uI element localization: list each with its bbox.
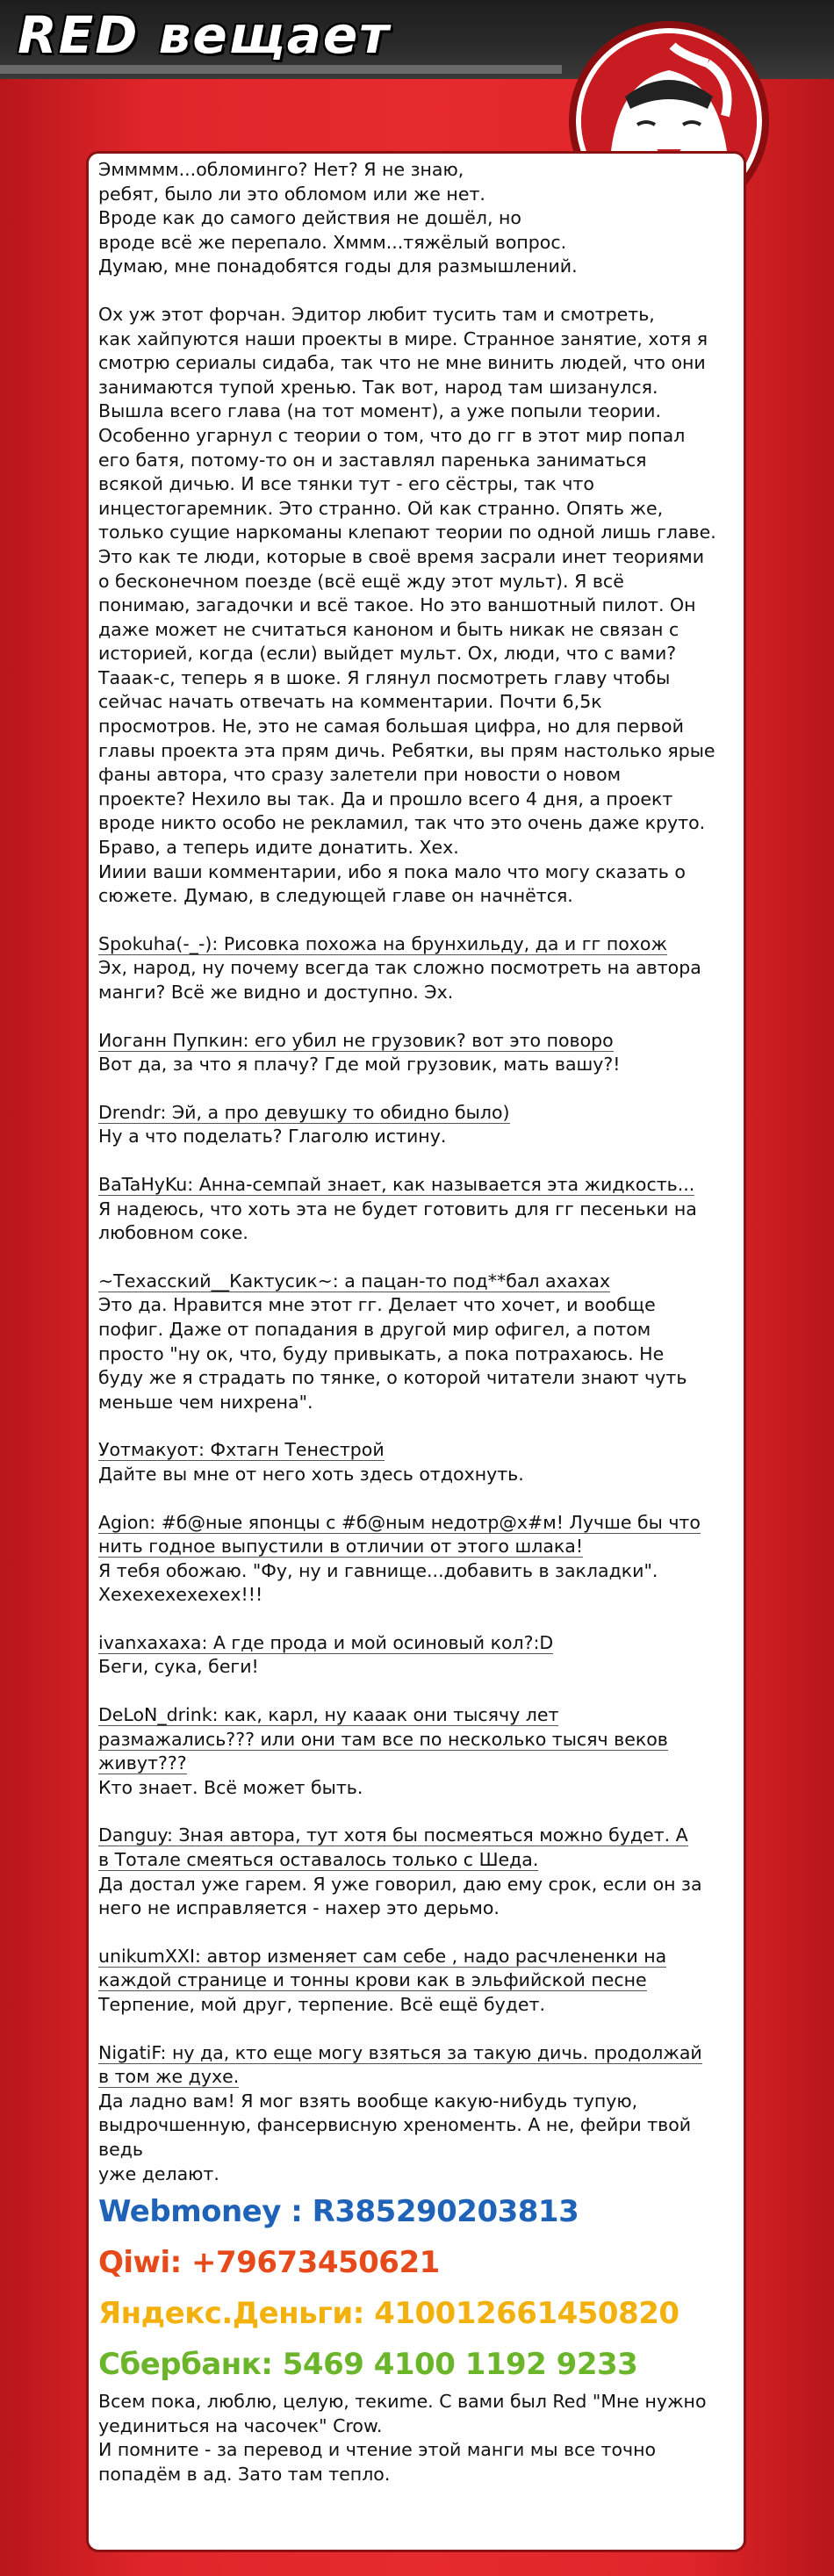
reply-line: любовном соке. xyxy=(98,1222,248,1244)
text-line: историей, когда (если) выйдет мульт. Ох, люди, что с вами? xyxy=(98,643,677,665)
reply-line: Ну а что поделать? Глаголю истину. xyxy=(98,1126,447,1148)
text-line: проекте? Нехило вы так. Да и прошло всего 4 дня, а проект xyxy=(98,788,673,809)
reply-line: Беги, сука, беги! xyxy=(98,1656,259,1678)
header-stripe xyxy=(0,65,562,74)
reply-line: него не исправляется - нахер это дерьмо. xyxy=(98,1897,500,1919)
text-line: занимаются тупой хренью. Так вот, народ там шизанулся. xyxy=(98,376,658,398)
comment-quote: Spokuha(-_-): Рисовка похожа на брунхильду, да и гг похож xyxy=(98,932,667,954)
outro-line: И помните - за перевод и чтение этой манги мы все точно xyxy=(98,2439,657,2461)
comment-quote: нить годное выпустили в отличии от этого шлака! xyxy=(98,1536,584,1558)
text-line: Ииии ваши комментарии, ибо я пока мало что могу сказать о xyxy=(98,860,686,882)
text-line: всякой дичью. И все тянки тут - его сёстры, так что xyxy=(98,473,594,495)
reply-line: пофиг. Даже от попадания в другой мир офигел, а потом xyxy=(98,1318,651,1340)
comment-quote: Agion: #б@ные японцы с #б@ным недотр@х#м! Лучше бы что xyxy=(98,1511,701,1533)
intro-block xyxy=(98,158,735,279)
intro-line: Думаю, мне понадобятся годы для размышлений. xyxy=(98,255,578,277)
reply-line: манги? Всё же видно и доступно. Эх. xyxy=(98,982,454,1003)
text-line: Тааак-с, теперь я в шоке. Я глянул посмотреть главу чтобы xyxy=(98,666,671,688)
reply-line: Да достал уже гарем. Я уже говорил, даю ему срок, если он за xyxy=(98,1873,702,1895)
comment-block xyxy=(98,1703,735,1800)
text-line: Ох уж этот форчан. Эдитор любит тусить там и смотреть, xyxy=(98,303,655,325)
reply-line: Я тебя обожаю. "Фу, ну и гавнище...добавить в закладки". xyxy=(98,1559,658,1581)
text-line: Вышла всего глава (на тот момент), а уже попыли теории. xyxy=(98,400,662,422)
intro-line: Вроде как до самого действия не дошёл, но xyxy=(98,207,521,229)
intro-line: Эммммм...обломинго? Нет? Я не знаю, xyxy=(98,159,464,180)
text-line: инцестогаремник. Это странно. Ой как странно. Опять же, xyxy=(98,497,664,519)
intro-line: вроде всё же перепало. Хммм...тяжёлый вопрос. xyxy=(98,231,567,253)
comment-quote: ivanxaxaxa: А где прода и мой осиновый кол?:D xyxy=(98,1631,554,1653)
comment-quote: Drendr: Эй, а про девушку то обидно было) xyxy=(98,1101,510,1123)
comment-block xyxy=(98,2041,735,2187)
comment-quote: Danguy: Зная автора, тут хотя бы посмеяться можно будет. А xyxy=(98,1824,688,1846)
text-line: сейчас начать отвечать на комментарии. Почти 6,5к xyxy=(98,691,602,713)
comment-quote: Уотмакуот: Фхтагн Тенестрой xyxy=(98,1439,385,1461)
text-line: понимаю, загадочки и всё такое. Но это ваншотный пилот. Он xyxy=(98,594,696,616)
comment-block xyxy=(98,1101,735,1149)
reply-line: Это да. Нравится мне этот гг. Делает что хочет, и вообще xyxy=(98,1294,656,1316)
comment-quote: unikumXXI: автор изменяет сам себе , надо расчлененки на xyxy=(98,1945,667,1967)
reply-line: Терпение, мой друг, терпение. Всё ещё будет. xyxy=(98,1994,545,2015)
webmoney-wallet: Webmoney : R385290203813 xyxy=(98,2194,579,2230)
reply-line: уже делают. xyxy=(98,2162,219,2184)
comment-quote: NigatiF: ну да, кто еще могу взяться за такую дичь. продолжай xyxy=(98,2041,702,2063)
comment-quote: Иоганн Пупкин: его убил не грузовик? вот это поворо xyxy=(98,1029,614,1051)
comment-block xyxy=(98,1029,735,1077)
comment-quote: размажались??? или они там все по несколько тысяч веков xyxy=(98,1728,668,1750)
reply-line: Эх, народ, ну почему всегда так сложно посмотреть на автора xyxy=(98,957,701,979)
yandex-money-wallet: Яндекс.Деньги: 410012661450820 xyxy=(98,2296,679,2332)
text-line: Браво, а теперь идите донатить. Хех. xyxy=(98,837,459,859)
forchan-block xyxy=(98,303,735,909)
text-line: даже может не считаться каноном и быть никак не связан с xyxy=(98,618,679,640)
reply-line: Хехехехехехех!!! xyxy=(98,1584,263,1606)
reply-line: просто "ну ок, что, буду привыкать, а пока потрахаюсь. Не xyxy=(98,1342,665,1364)
text-line: просмотров. Не, это не самая большая цифра, но для первой xyxy=(98,716,684,738)
comment-block xyxy=(98,932,735,1005)
page-title: RED вещает xyxy=(18,5,391,65)
intro-line: ребят, было ли это обломом или же нет. xyxy=(98,183,485,205)
text-line: о бесконечном поезде (всё ещё жду этот мульт). Я всё xyxy=(98,570,624,592)
payment-block xyxy=(98,2186,735,2390)
reply-line: Кто знает. Всё может быть. xyxy=(98,1776,363,1798)
comment-quote: каждой странице и тонны крови как в эльфийской песне xyxy=(98,1969,647,1991)
comment-block xyxy=(98,1270,735,1415)
reply-line: буду же я страдать по тянке, о которой читатели знают чуть xyxy=(98,1367,687,1389)
text-line: смотрю сериалы сидаба, так что не мне винить людей, что они xyxy=(98,352,706,374)
qiwi-wallet: Qiwi: +79673450621 xyxy=(98,2245,440,2281)
content xyxy=(98,158,735,2487)
outro-line: Всем пока, люблю, целую, текиmе. С вами был Red "Мне нужно xyxy=(98,2391,707,2413)
text-line: главы проекта эта прям дичь. Ребятки, вы прям настолько ярые xyxy=(98,739,715,761)
comment-quote: в Тотале смеяться оставалось только с Шеда. xyxy=(98,1849,539,1871)
comment-block xyxy=(98,1631,735,1680)
comment-quote: ~Техасский__Кактусик~: а пацан-то под**бал ахахах xyxy=(98,1270,611,1292)
reply-line: Вот да, за что я плачу? Где мой грузовик, мать вашу?! xyxy=(98,1054,621,1076)
text-line: как хайпуются наши проекты в мире. Странное занятие, хотя я xyxy=(98,327,708,349)
text-line: его батя, потому-то он и заставлял паренька заниматься xyxy=(98,449,647,471)
comment-block xyxy=(98,1511,735,1608)
text-line: сюжете. Думаю, в следующей главе он начнётся. xyxy=(98,885,573,907)
reply-line: выдрочшенную, фансервисную хреноменть. А не, фейри твой ведь xyxy=(98,2114,692,2160)
comment-block xyxy=(98,1824,735,1920)
sberbank-card: Сбербанк: 5469 4100 1192 9233 xyxy=(98,2347,638,2383)
outro-line: попадём в ад. Зато там тепло. xyxy=(98,2463,391,2485)
text-line: вроде никто особо не рекламил, так что это очень даже круто. xyxy=(98,812,706,834)
outro-block xyxy=(98,2390,735,2486)
reply-line: меньше чем нихрена". xyxy=(98,1391,313,1413)
reply-line: Я надеюсь, что хоть эта не будет готовить для гг песеньки на xyxy=(98,1198,697,1220)
text-line: фаны автора, что сразу залетели при новости о новом xyxy=(98,764,622,786)
reply-line: Дайте вы мне от него хоть здесь отдохнуть. xyxy=(98,1463,524,1485)
comment-quote: живут??? xyxy=(98,1752,187,1774)
text-line: Особенно угарнул с теории о том, что до гг в этот мир попал xyxy=(98,424,686,446)
comment-block xyxy=(98,1945,735,2018)
comment-quote: DeLoN_drink: как, карл, ну кааак они тысячу лет xyxy=(98,1704,559,1726)
reply-line: Да ладно вам! Я мог взять вообще какую-нибудь тупую, xyxy=(98,2090,638,2112)
text-line: Это как те люди, которые в своё время засрали инет теориями xyxy=(98,545,705,567)
text-line: только сущие наркоманы клепают теории по одной лишь главе. xyxy=(98,522,716,543)
comment-quote: BaTaHyKu: Анна-семпай знает, как называется эта жидкость... xyxy=(98,1173,695,1195)
comment-block xyxy=(98,1173,735,1246)
outro-line: уединиться на часочек" Crow. xyxy=(98,2414,383,2436)
comment-quote: в том же духе. xyxy=(98,2066,240,2088)
comment-block xyxy=(98,1438,735,1486)
